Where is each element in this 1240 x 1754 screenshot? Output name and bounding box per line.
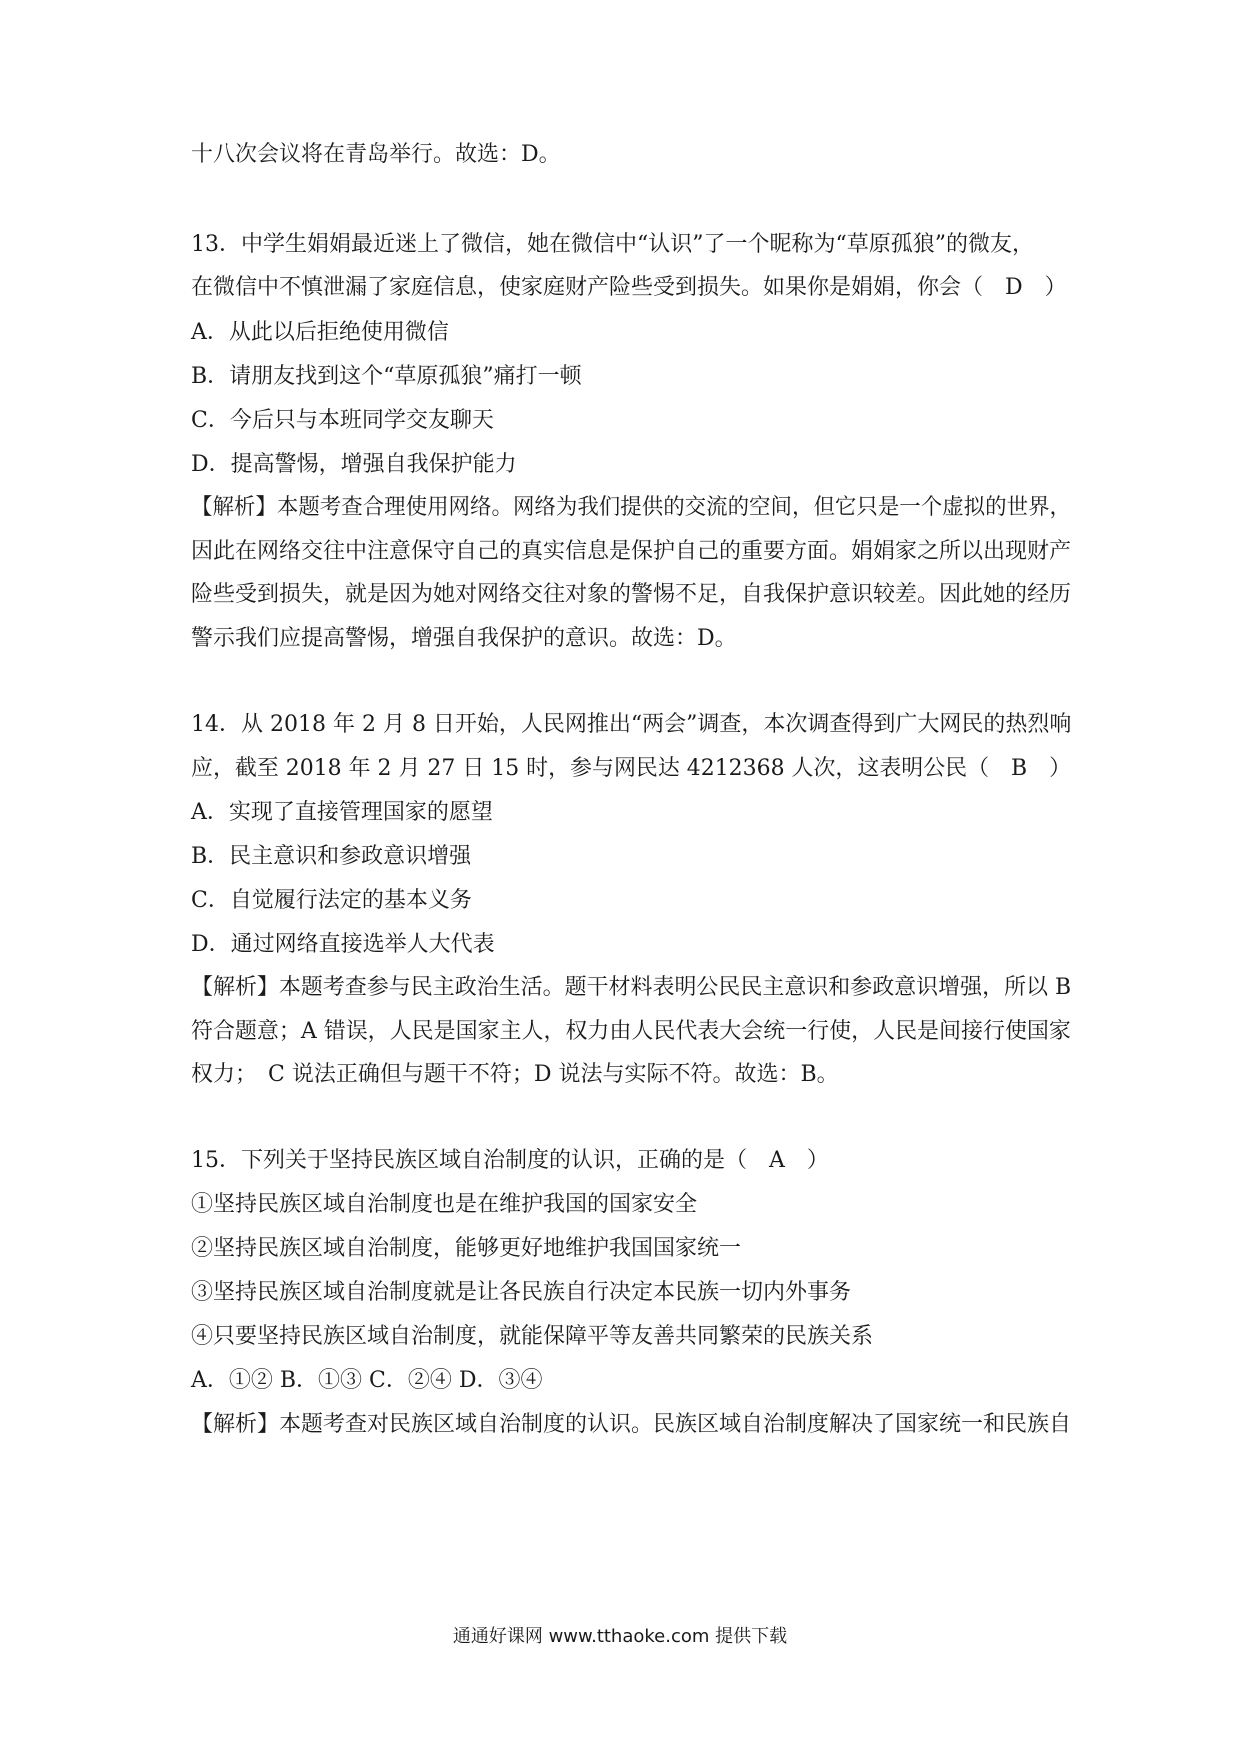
q15-item-2: ②坚持民族区域自治制度，能够更好地维护我国国家统一 (191, 1236, 742, 1261)
q15-item-3: ③坚持民族区域自治制度就是让各民族自行决定本民族一切内外事务 (191, 1280, 852, 1305)
continuation-text: 十八次会议将在青岛举行。故选：D。 (191, 142, 561, 167)
q14-option-a: A．实现了直接管理国家的愿望 (191, 800, 493, 825)
q13-analysis-line1: 【解析】本题考查合理使用网络。网络为我们提供的交流的空间，但它只是一个虚拟的世界， (191, 495, 1072, 520)
q14-stem-line1: 14．从 2018 年 2 月 8 日开始，人民网推出“两会”调查，本次调查得到广大网民的热烈响 (191, 712, 1072, 737)
q15-stem: 15．下列关于坚持民族区域自治制度的认识，正确的是（ A ） (191, 1148, 829, 1173)
q14-analysis-line2: 符合题意；A 错误，人民是国家主人，权力由人民代表大会统一行使，人民是间接行使国家 (191, 1019, 1071, 1044)
q14-option-c: C．自觉履行法定的基本义务 (191, 888, 472, 913)
q13-stem-line2: 在微信中不慎泄漏了家庭信息，使家庭财产险些受到损失。如果你是娟娟，你会（ D ） (191, 275, 1067, 300)
q13-analysis-line2: 因此在网络交往中注意保守自己的真实信息是保护自己的重要方面。娟娟家之所以出现财产 (191, 539, 1072, 564)
q15-analysis-line1: 【解析】本题考查对民族区域自治制度的认识。民族区域自治制度解决了国家统一和民族自 (191, 1412, 1072, 1437)
q13-analysis-line4: 警示我们应提高警惕，增强自我保护的意识。故选：D。 (191, 626, 737, 651)
q13-option-c: C．今后只与本班同学交友聊天 (191, 408, 494, 433)
q14-analysis-line3: 权力； C 说法正确但与题干不符；D 说法与实际不符。故选：B。 (191, 1062, 839, 1087)
q15-item-1: ①坚持民族区域自治制度也是在维护我国的国家安全 (191, 1192, 698, 1217)
q14-option-d: D．通过网络直接选举人大代表 (191, 932, 495, 957)
q13-analysis-line3: 险些受到损失，就是因为她对网络交往对象的警惕不足，自我保护意识较差。因此她的经历 (191, 582, 1072, 607)
q14-option-b: B．民主意识和参政意识增强 (191, 844, 472, 869)
q15-item-4: ④只要坚持民族区域自治制度，就能保障平等友善共同繁荣的民族关系 (191, 1324, 874, 1349)
page-footer: 通通好课网 www.tthaoke.com 提供下载 (452, 1626, 788, 1647)
q13-option-d: D．提高警惕，增强自我保护能力 (191, 452, 517, 477)
q15-options: A．①② B．①③ C．②④ D．③④ (191, 1368, 543, 1393)
q14-stem-line2: 应，截至 2018 年 2 月 27 日 15 时，参与网民达 4212368 人次，这表明公民（ B ） (191, 756, 1072, 781)
q13-stem-line1: 13．中学生娟娟最近迷上了微信，她在微信中“认识”了一个昵称为“草原孤狼”的微友， (191, 232, 1034, 257)
q14-analysis-line1: 【解析】本题考查参与民主政治生活。题干材料表明公民民主意识和参政意识增强，所以 B (191, 975, 1072, 1000)
q13-option-a: A．从此以后拒绝使用微信 (191, 320, 449, 345)
q13-option-b: B．请朋友找到这个“草原孤狼”痛打一顿 (191, 364, 582, 389)
